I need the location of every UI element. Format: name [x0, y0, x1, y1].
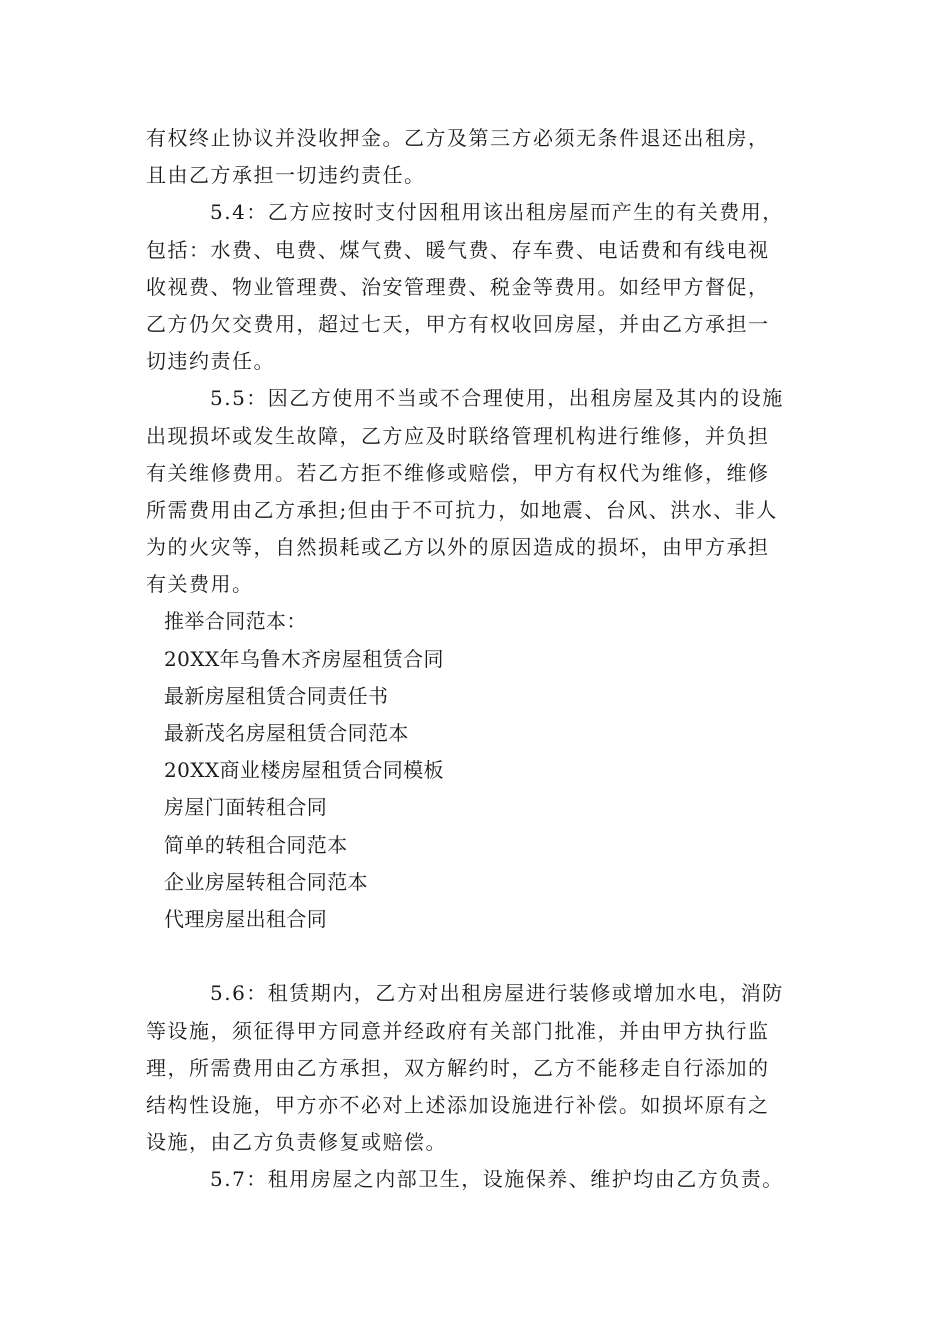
- text-line: 有权终止协议并没收押金。乙方及第三方必须无条件退还出租房，: [146, 126, 770, 150]
- text-line: 有关费用。: [146, 572, 254, 597]
- text-line: 所需费用由乙方承担;但由于不可抗力，如地震、台风、洪水、非人: [146, 497, 778, 522]
- recommended-link[interactable]: 最新房屋租赁合同责任书: [164, 683, 389, 708]
- paragraph-5-6: [146, 975, 806, 1161]
- document-body: [146, 120, 806, 1198]
- recommended-heading: 推举合同范本：: [164, 609, 307, 634]
- text-line: 5.4：乙方应按时支付因租用该出租房屋而产生的有关费用，: [210, 200, 784, 225]
- text-line: 5.6：租赁期内，乙方对出租房屋进行装修或增加水电，消防: [210, 981, 784, 1006]
- paragraph-5-5: [146, 380, 806, 603]
- recommended-link[interactable]: 20XX年乌鲁木齐房屋租赁合同: [164, 646, 444, 671]
- text-line: 设施，由乙方负责修复或赔偿。: [146, 1130, 447, 1155]
- text-line: 为的火灾等，自然损耗或乙方以外的原因造成的损坏，由甲方承担: [146, 535, 770, 560]
- text-line: 出现损坏或发生故障，乙方应及时联络管理机构进行维修，并负担: [146, 423, 770, 448]
- text-line: 包括：水费、电费、煤气费、暖气费、存车费、电话费和有线电视: [146, 237, 770, 262]
- paragraph-continued: [146, 120, 806, 194]
- recommended-link[interactable]: 简单的转租合同范本: [164, 832, 348, 857]
- text-line: 收视费、物业管理费、治安管理费、税金等费用。如经甲方督促，: [146, 274, 770, 299]
- text-line: 结构性设施，甲方亦不必对上述添加设施进行补偿。如损坏原有之: [146, 1092, 770, 1117]
- text-line: 乙方仍欠交费用，超过七天，甲方有权收回房屋，并由乙方承担一: [146, 311, 770, 336]
- text-line: 有关维修费用。若乙方拒不维修或赔偿，甲方有权代为维修，维修: [146, 460, 770, 485]
- recommended-link[interactable]: 企业房屋转租合同范本: [164, 869, 368, 894]
- text-line: 等设施，须征得甲方同意并经政府有关部门批准，并由甲方执行监: [146, 1018, 770, 1043]
- text-line: 切违约责任。: [146, 349, 275, 374]
- text-line: 5.5：因乙方使用不当或不合理使用，出租房屋及其内的设施: [210, 386, 784, 411]
- paragraph-5-7: [146, 1161, 806, 1198]
- blank-line: [146, 938, 806, 975]
- paragraph-5-4: [146, 194, 806, 380]
- text-line: 5.7：租用房屋之内部卫生，设施保养、维护均由乙方负责。: [210, 1167, 784, 1192]
- recommended-contracts: [146, 603, 806, 938]
- recommended-link[interactable]: 最新茂名房屋租赁合同范本: [164, 721, 409, 745]
- text-line: 理，所需费用由乙方承担，双方解约时，乙方不能移走自行添加的: [146, 1055, 770, 1080]
- recommended-link[interactable]: 房屋门面转租合同: [164, 795, 328, 820]
- text-line: 且由乙方承担一切违约责任。: [146, 163, 426, 188]
- recommended-link[interactable]: 20XX商业楼房屋租赁合同模板: [164, 758, 444, 783]
- recommended-link[interactable]: 代理房屋出租合同: [164, 906, 328, 931]
